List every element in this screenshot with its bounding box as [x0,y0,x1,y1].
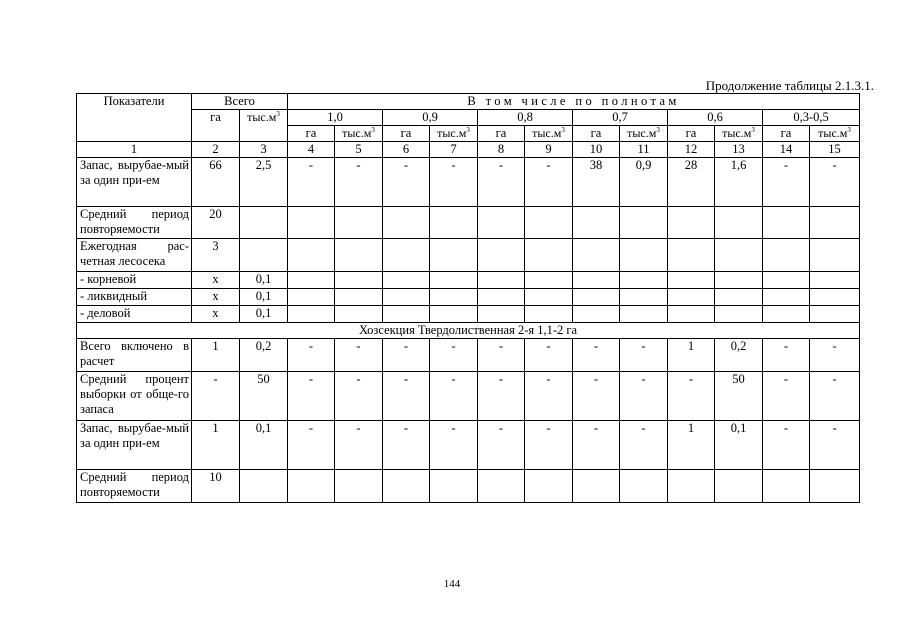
column-number: 11 [620,142,668,158]
table-cell: 0,2 [240,339,288,372]
table-body-top [77,158,860,323]
column-number: 10 [573,142,620,158]
table-cell [810,207,860,239]
table-cell: - [763,339,810,372]
data-table [76,93,860,503]
table-cell: - [383,158,430,207]
table-cell [430,289,478,306]
table-cell [430,239,478,272]
row-label: - ликвидный [77,289,192,306]
table-cell: - [478,339,525,372]
table-cell [715,470,763,503]
table-cell: - [288,158,335,207]
table-cell: - [430,372,478,421]
table-cell [288,207,335,239]
column-numbers-row [77,142,860,158]
table-row [77,207,860,239]
row-label: - деловой [77,306,192,323]
table-cell [763,239,810,272]
table-cell: - [335,421,383,470]
section-row [77,323,860,339]
table-cell: 0,1 [240,289,288,306]
table-cell: - [525,372,573,421]
table-cell [525,207,573,239]
header-unit-ha: га [668,126,715,142]
table-cell [478,289,525,306]
table-cell: 1 [668,339,715,372]
table-cell: - [288,372,335,421]
table-cell: 0,1 [240,421,288,470]
table-cell [383,207,430,239]
table-cell: 66 [192,158,240,207]
header-indicators: Показатели [77,94,192,142]
table-cell: - [478,158,525,207]
header-unit-ha: га [573,126,620,142]
table-cell: 1,6 [715,158,763,207]
table-cell: - [763,372,810,421]
table-cell [573,207,620,239]
header-unit-volume: $тыс.м^3$ [810,126,860,142]
table-cell: 50 [240,372,288,421]
table-cell: - [763,421,810,470]
table-cell: - [335,372,383,421]
table-cell: - [810,421,860,470]
table-caption: Продолжение таблицы 2.1.3.1. [705,78,874,93]
table-cell: - [478,421,525,470]
table-cell [383,306,430,323]
table-cell [668,272,715,289]
header-unit-ha: га [478,126,525,142]
row-label: - корневой [77,272,192,289]
table-row [77,339,860,372]
column-number: 8 [478,142,525,158]
table-cell [620,289,668,306]
section-title: Хозсекция Твердолиственная 2-я 1,1-2 га [77,323,860,339]
table-cell [573,470,620,503]
table-cell: 2,5 [240,158,288,207]
header-unit-volume: $тыс.м^3$ [430,126,478,142]
table-cell: - [620,339,668,372]
table-cell: 10 [192,470,240,503]
table-cell [335,272,383,289]
header-total: Всего [192,94,288,110]
table-cell [430,207,478,239]
table-row [77,306,860,323]
table-cell [383,289,430,306]
column-number: 1 [77,142,192,158]
table-cell [335,289,383,306]
table-cell: - [525,158,573,207]
table-cell [430,470,478,503]
table-cell [763,470,810,503]
table-cell [668,470,715,503]
table-cell: 38 [573,158,620,207]
header-row-1 [77,94,860,110]
table-cell [620,239,668,272]
header-density: 0,7 [573,110,668,126]
table-cell [335,239,383,272]
table-cell: - [335,339,383,372]
table-cell [478,470,525,503]
header-unit-ha: га [763,126,810,142]
table-cell [478,239,525,272]
table-cell [810,289,860,306]
table-cell: - [383,339,430,372]
table-row [77,289,860,306]
header-total-volume: $тыс.м^3$ [240,110,288,142]
table-cell [810,272,860,289]
table-row [77,158,860,207]
header-including: В том числе по полнотам [288,94,860,110]
table-cell [288,239,335,272]
table-cell [668,306,715,323]
table-cell [668,239,715,272]
section-body [77,323,860,339]
table-cell: - [430,339,478,372]
table-body-bottom [77,339,860,503]
page-number: 144 [443,578,461,590]
table-cell [810,470,860,503]
table-cell: х [192,289,240,306]
table-cell [430,272,478,289]
table-row [77,421,860,470]
header-unit-volume: $тыс.м^3$ [335,126,383,142]
table-cell [478,306,525,323]
table-cell: - [810,339,860,372]
table-cell: - [668,372,715,421]
row-label: Запас, вырубае-мый за один при-ем [77,421,192,470]
table-cell [240,239,288,272]
table-cell: 1 [192,421,240,470]
header-row-2 [77,110,860,126]
header-unit-ha: га [383,126,430,142]
table-cell [525,239,573,272]
table-cell [715,239,763,272]
table-cell: 28 [668,158,715,207]
table-cell [525,306,573,323]
table-cell: - [288,421,335,470]
table-cell [288,272,335,289]
table-cell: - [525,339,573,372]
table-cell: 50 [715,372,763,421]
table-cell [810,239,860,272]
table-cell: - [383,372,430,421]
table-cell: 1 [668,421,715,470]
row-label: Всего включено в расчет [77,339,192,372]
table-row [77,239,860,272]
table-cell [668,207,715,239]
table-cell: 0,9 [620,158,668,207]
table-cell [763,306,810,323]
column-number: 5 [335,142,383,158]
column-number: 13 [715,142,763,158]
table-cell [335,207,383,239]
table-cell: - [430,421,478,470]
header-density: 0,3-0,5 [763,110,860,126]
table-cell: х [192,272,240,289]
table-cell: - [525,421,573,470]
table-cell: - [430,158,478,207]
row-label: Средний процент выборки от обще-го запаса [77,372,192,421]
table-cell [573,272,620,289]
table-cell [383,239,430,272]
table-cell: х [192,306,240,323]
table-cell: 0,2 [715,339,763,372]
table-cell [525,289,573,306]
header-density: 0,6 [668,110,763,126]
table-cell: 20 [192,207,240,239]
header-unit-volume: $тыс.м^3$ [525,126,573,142]
column-number: 6 [383,142,430,158]
table-cell: 0,1 [240,306,288,323]
table-cell [763,272,810,289]
table-cell [573,239,620,272]
table-cell [240,207,288,239]
table-cell [525,272,573,289]
table-cell [573,306,620,323]
table-cell: - [478,372,525,421]
table-cell [620,272,668,289]
table-cell [383,470,430,503]
table-cell [573,289,620,306]
table-cell: - [573,372,620,421]
column-number: 14 [763,142,810,158]
table-cell: 1 [192,339,240,372]
table-cell: - [288,339,335,372]
row-label: Ежегодная рас-четная лесосека [77,239,192,272]
table-cell: 3 [192,239,240,272]
table-cell [478,272,525,289]
table-cell: - [192,372,240,421]
header-unit-volume: $тыс.м^3$ [715,126,763,142]
column-number: 12 [668,142,715,158]
column-number: 9 [525,142,573,158]
table-cell [288,470,335,503]
table-cell: - [573,421,620,470]
table-row [77,272,860,289]
header-total-ha: га [192,110,240,142]
table-cell: 0,1 [240,272,288,289]
table-cell [383,272,430,289]
header-density: 0,9 [383,110,478,126]
table-cell [763,207,810,239]
column-number: 15 [810,142,860,158]
column-number: 2 [192,142,240,158]
table-cell [668,289,715,306]
table-cell [715,272,763,289]
row-label: Средний период повторяемости [77,470,192,503]
table-cell [430,306,478,323]
table-cell [240,470,288,503]
table-cell [763,289,810,306]
table-cell: - [810,372,860,421]
header-unit-ha: га [288,126,335,142]
table-cell: - [763,158,810,207]
table-row [77,372,860,421]
header-density: 1,0 [288,110,383,126]
table-cell [715,207,763,239]
table-cell [620,306,668,323]
table-cell: - [573,339,620,372]
table-cell [525,470,573,503]
table-cell [620,207,668,239]
column-number: 3 [240,142,288,158]
table-cell: - [335,158,383,207]
column-number: 7 [430,142,478,158]
table-cell: - [620,372,668,421]
table-cell [620,470,668,503]
table-cell: 0,1 [715,421,763,470]
header-density: 0,8 [478,110,573,126]
table-cell: - [810,158,860,207]
table-row [77,470,860,503]
table-cell [810,306,860,323]
table-cell: - [383,421,430,470]
table-cell [478,207,525,239]
table-cell [288,289,335,306]
header-unit-volume: $тыс.м^3$ [620,126,668,142]
table-cell [335,306,383,323]
column-number: 4 [288,142,335,158]
table-cell [715,289,763,306]
table-cell [335,470,383,503]
table-cell [715,306,763,323]
row-label: Средний период повторяемости [77,207,192,239]
row-label: Запас, вырубае-мый за один при-ем [77,158,192,207]
table-cell: - [620,421,668,470]
table-cell [288,306,335,323]
